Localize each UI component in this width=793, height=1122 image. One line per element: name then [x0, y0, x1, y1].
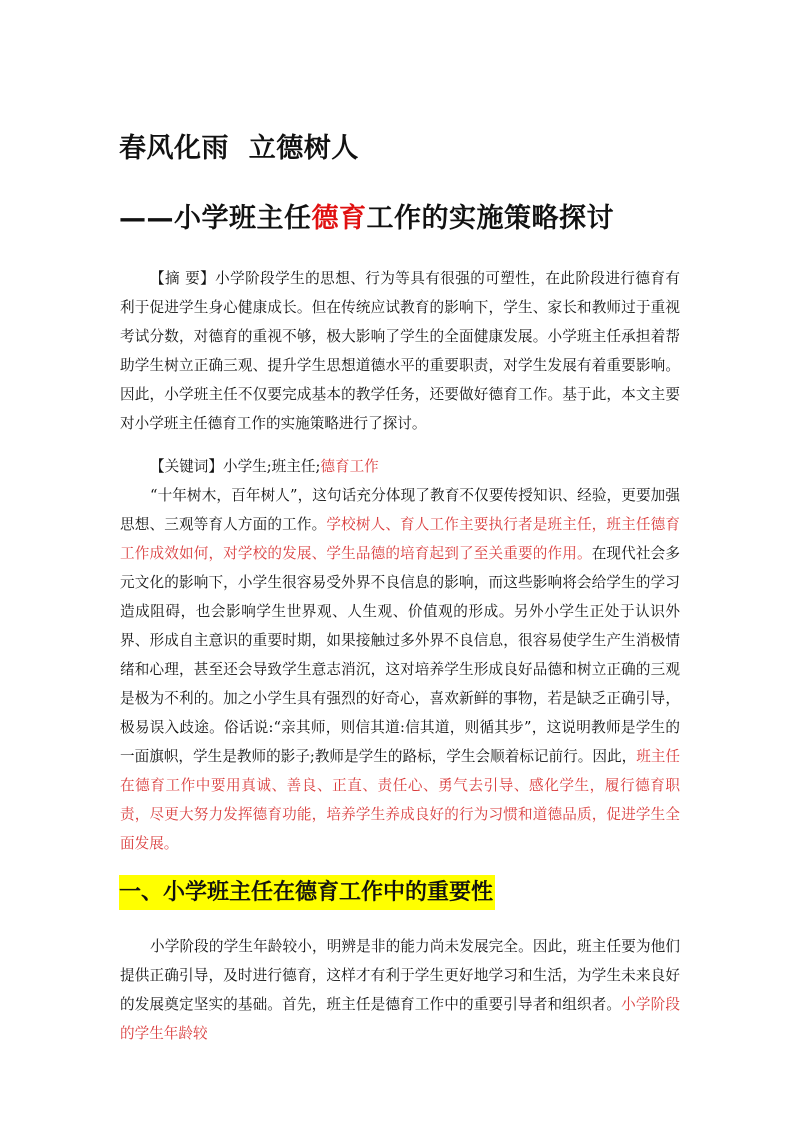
abstract-label: 【摘 要】 [150, 270, 216, 287]
subtitle-highlight: 德育 [311, 203, 367, 234]
intro-part3: 在现代社会多元文化的影响下，小学生很容易受外界不良信息的影响，而这些影响将会给学生的学习造成阻碍，也会影响学生世界观、人生观、价值观的形成。另外小学生正处于认识外界、形成自主意识的重要时期，如果接触过多外界不良信息，很容易使学生产生消极情绪和心理，甚至还会导致学生意志消沉，这对培养学生形成良好品德和树立正确的三观是极为不利的。加之小学生具有强烈的好奇心，喜欢新鲜的事物，若是缺乏正确引导，极易误入歧途。俗话说:“亲其师，则信其道:信其道，则循其步”，这说明教师是学生的一面旗帜，学生是教师的影子;教师是学生的路标，学生会顺着标记前行。因此， [120, 545, 680, 765]
intro-paragraph [120, 481, 680, 858]
abstract-paragraph [120, 264, 680, 438]
abstract-text: 小学阶段学生的思想、行为等具有很强的可塑性，在此阶段进行德育有利于促进学生身心健康成长。但在传统应试教育的影响下，学生、家长和教师过于重视考试分数，对德育的重视不够，极大影响了学生的全面健康发展。小学班主任承担着帮助学生树立正确三观、提升学生思想道德水平的重要职责，对学生发展有着重要影响。因此，小学班主任不仅要完成基本的教学任务，还要做好德育工作。基于此，本文主要对小学班主任德育工作的实施策略进行了探讨。 [120, 270, 681, 432]
intro-part1: “十年树木，百年树人”，这句话充分体现了教育不仅要传授知识、经验，更要加强思想、三观等育人方面的工作。 [120, 487, 680, 533]
section1-part2-red: 小学阶段的学生年龄较 [120, 996, 680, 1042]
keywords-paragraph [120, 452, 680, 481]
document-title: 春风化雨 立德树人 [119, 133, 359, 164]
keywords-highlight: 德育工作 [320, 458, 379, 475]
intro-part4-red: 班主任在德育工作中要用真诚、善良、正直、责任心、勇气去引导、感化学生，履行德育职责，尽更大努力发挥德育功能，培养学生养成良好的行为习惯和道德品质，促进学生全面发展。 [120, 748, 680, 852]
keywords-label: 【关键词】 [150, 458, 223, 475]
intro-part2-red: 学校树人、育人工作主要执行者是班主任，班主任德育工作成效如何，对学校的发展、学生品德的培育起到了至关重要的作用。 [120, 516, 680, 562]
subtitle-suffix: 工作的实施策略探讨 [366, 203, 614, 234]
subtitle-prefix: ——小学班主任 [119, 203, 312, 234]
section1-paragraph [120, 932, 680, 1048]
keywords-plain: 小学生;班主任; [222, 458, 321, 475]
section-heading: 一、小学班主任在德育工作中的重要性 [119, 875, 495, 910]
document-subtitle [119, 196, 614, 235]
section1-part1: 小学阶段的学生年龄较小，明辨是非的能力尚未发展完全。因此，班主任要为他们提供正确引导，及时进行德育，这样才有利于学生更好地学习和生活，为学生未来良好的发展奠定坚实的基础。首先，班主任是德育工作中的重要引导者和组织者。 [120, 938, 680, 1013]
